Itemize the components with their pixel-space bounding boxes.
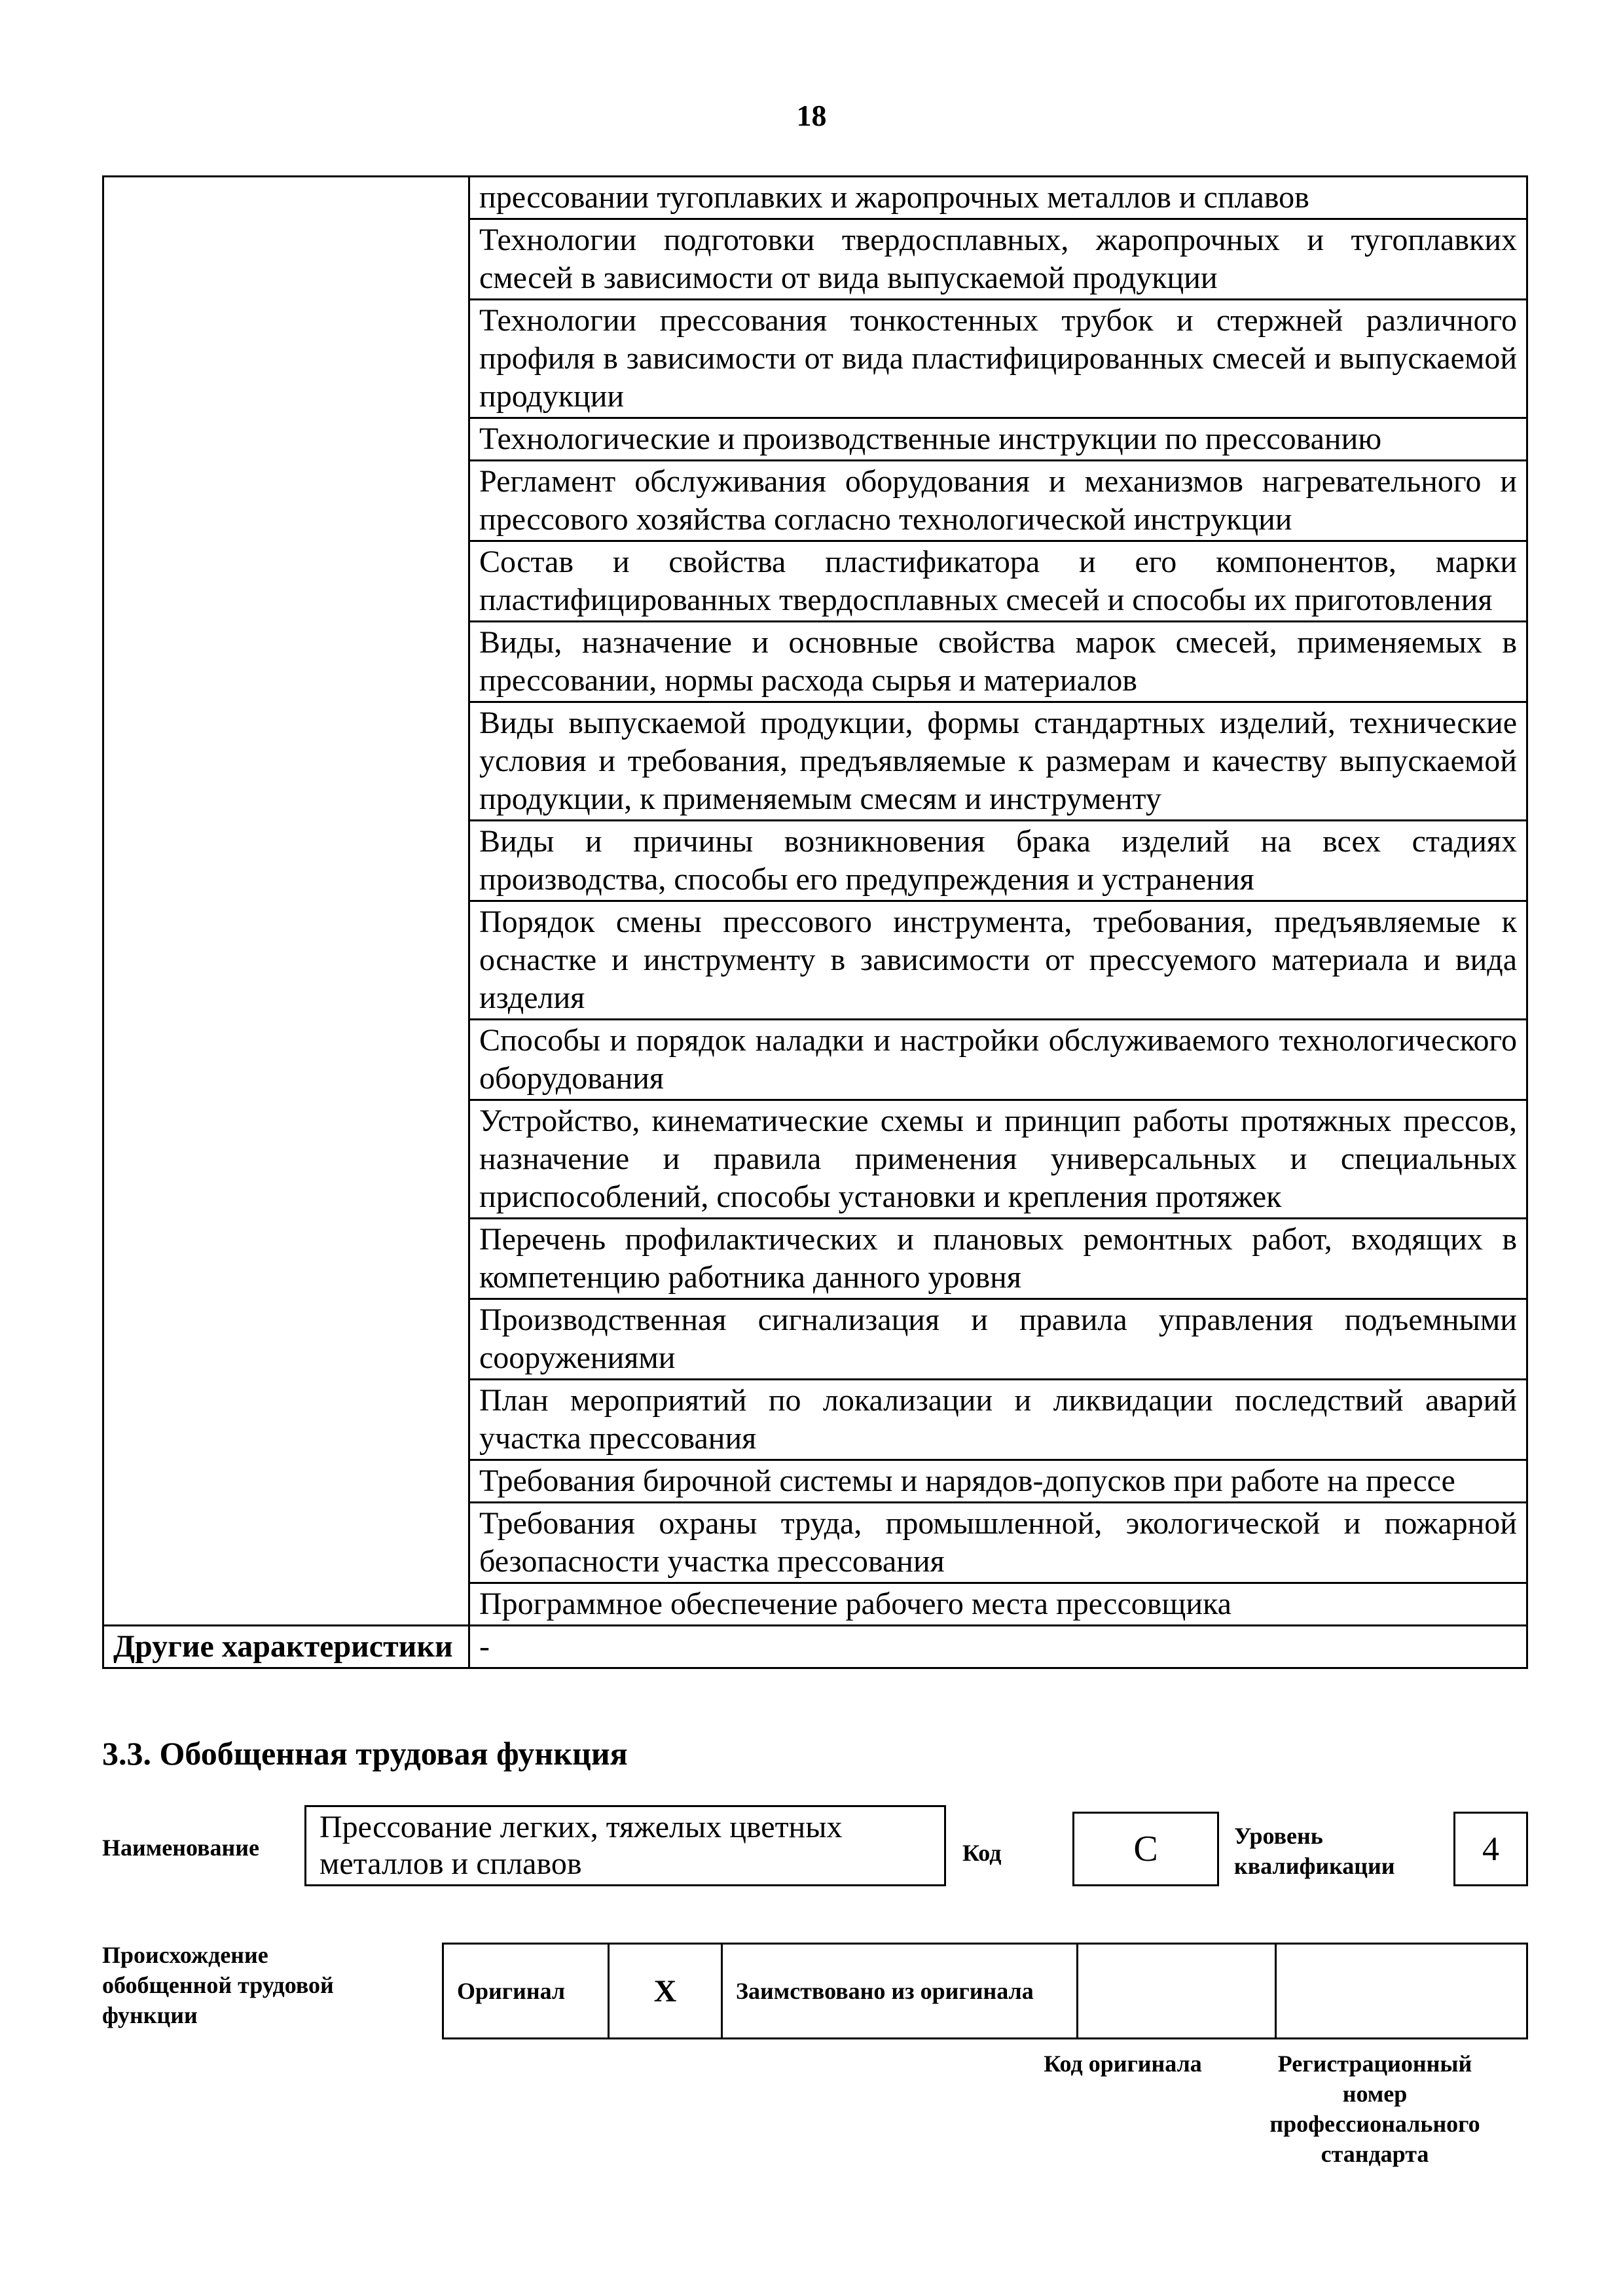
knowledge-item: Порядок смены прессового инструмента, требования, предъявляемые к оснастке и инструменту в зависимости от прессуемого материала и вида изделия bbox=[469, 901, 1527, 1020]
knowledge-item: Состав и свойства пластификатора и его компонентов, марки пластифицированных твердосплавных смесей и способы их приготовления bbox=[469, 541, 1527, 622]
knowledge-item: План мероприятий по локализации и ликвидации последствий аварий участка прессования bbox=[469, 1380, 1527, 1460]
level-value: 4 bbox=[1482, 1830, 1499, 1868]
knowledge-item: Требования бирочной системы и нарядов-допусков при работе на прессе bbox=[469, 1460, 1527, 1503]
other-characteristics-label: Другие характеристики bbox=[103, 1626, 469, 1668]
borrowed-label: Заимствовано из оригинала bbox=[722, 1944, 1078, 2039]
level-label: Уровень квалификации bbox=[1234, 1823, 1395, 1879]
original-label: Оригинал bbox=[443, 1944, 609, 2039]
code-label: Код bbox=[962, 1840, 1002, 1866]
knowledge-table bbox=[102, 175, 1528, 1669]
knowledge-item: Способы и порядок наладки и настройки обслуживаемого технологического оборудования bbox=[469, 1020, 1527, 1100]
other-characteristics-row bbox=[103, 1626, 1527, 1668]
knowledge-item: Производственная сигнализация и правила управления подъемными сооружениями bbox=[469, 1299, 1527, 1380]
name-value-box bbox=[304, 1805, 946, 1886]
knowledge-item: Технологии подготовки твердосплавных, жаропрочных и тугоплавких смесей в зависимости от вида выпускаемой продукции bbox=[469, 219, 1527, 300]
knowledge-item: Технологии прессования тонкостенных трубок и стержней различного профиля в зависимости от вида пластифицированных смесей и выпускаемой продукции bbox=[469, 300, 1527, 418]
name-value: Прессование легких, тяжелых цветных металлов и сплавов bbox=[319, 1810, 843, 1881]
registration-number-cell bbox=[1276, 1944, 1527, 2039]
registration-number-caption: Регистрационный номер профессионального стандарта bbox=[1269, 2051, 1480, 2167]
knowledge-item: Виды и причины возникновения брака изделий на всех стадиях производства, способы его предупреждения и устранения bbox=[469, 821, 1527, 901]
knowledge-row bbox=[103, 177, 1527, 219]
name-label: Наименование bbox=[102, 1835, 259, 1861]
knowledge-item: Устройство, кинематические схемы и принцип работы протяжных прессов, назначение и правила применения универсальных и специальных приспособлений, способы установки и крепления протяжек bbox=[469, 1100, 1527, 1219]
other-characteristics-value: - bbox=[469, 1626, 1527, 1668]
knowledge-item: Виды выпускаемой продукции, формы стандартных изделий, технические условия и требования, предъявляемые к размерам и качеству выпускаемой продукции, к применяемым смесям и инструменту bbox=[469, 702, 1527, 821]
section-heading: 3.3. Обобщенная трудовая функция bbox=[102, 1735, 628, 1772]
page-number: 18 bbox=[796, 99, 827, 132]
code-value-box bbox=[1072, 1812, 1219, 1886]
origin-table bbox=[442, 1943, 1528, 2039]
knowledge-item: прессовании тугоплавких и жаропрочных металлов и сплавов bbox=[469, 177, 1527, 219]
knowledge-item: Требования охраны труда, промышленной, экологической и пожарной безопасности участка прессования bbox=[469, 1503, 1527, 1583]
original-code-cell bbox=[1078, 1944, 1276, 2039]
knowledge-item: Перечень профилактических и плановых ремонтных работ, входящих в компетенцию работника данного уровня bbox=[469, 1219, 1527, 1299]
knowledge-item: Программное обеспечение рабочего места прессовщика bbox=[469, 1583, 1527, 1626]
origin-label: Происхождение обобщенной трудовой функции bbox=[102, 1942, 334, 2028]
code-original-caption: Код оригинала bbox=[1044, 2051, 1202, 2077]
knowledge-item: Технологические и производственные инструкции по прессованию bbox=[469, 418, 1527, 461]
original-mark: X bbox=[609, 1944, 722, 2039]
knowledge-label-cell bbox=[103, 177, 469, 1626]
level-value-box bbox=[1453, 1812, 1528, 1886]
code-value: C bbox=[1133, 1829, 1158, 1869]
knowledge-item: Регламент обслуживания оборудования и механизмов нагревательного и прессового хозяйства согласно технологической инструкции bbox=[469, 461, 1527, 541]
knowledge-item: Виды, назначение и основные свойства марок смесей, применяемых в прессовании, нормы расхода сырья и материалов bbox=[469, 622, 1527, 702]
